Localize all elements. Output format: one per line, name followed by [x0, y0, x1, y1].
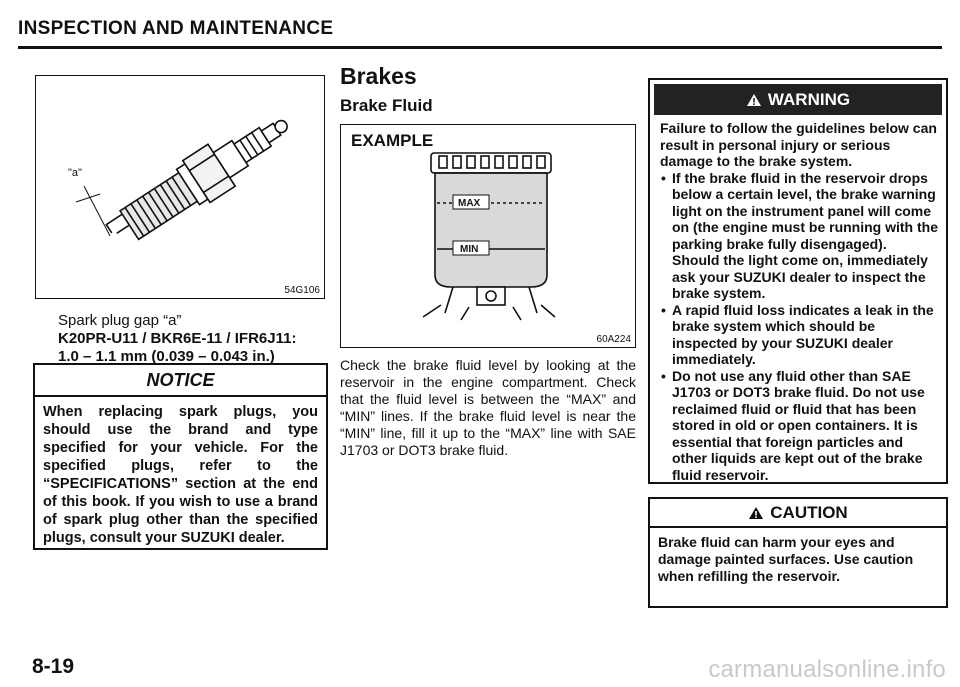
caution-box [648, 497, 948, 608]
caution-title: CAUTION [770, 503, 848, 522]
min-label: MIN [460, 244, 479, 255]
warning-bullet: • Do not use any fluid other than SAE J1703 or DOT3 brake fluid. Do not use reclaimed fluid or fluid that has been stored in old or open containers. It is essential that foreign particles and other liquids are kept out of the brake fluid reservoir. [672, 368, 938, 484]
figure-code: 54G106 [284, 285, 320, 296]
example-figure [340, 124, 636, 348]
warning-body [650, 115, 946, 483]
header-rule [18, 46, 942, 49]
caution-triangle-icon [748, 506, 764, 520]
page-header [18, 14, 942, 50]
caution-header [650, 499, 946, 528]
spark-plug-spec [58, 312, 328, 366]
section-title: Brakes [340, 63, 417, 89]
warning-triangle-icon [746, 93, 762, 107]
spec-caption: Spark plug gap “a” [58, 312, 182, 329]
caution-text: Brake fluid can harm your eyes and damage painted surfaces. Use caution when refilling the reservoir. [658, 534, 914, 584]
warning-box [648, 78, 948, 484]
example-label: EXAMPLE [351, 131, 434, 150]
example-code: 60A224 [596, 334, 631, 345]
spec-gap: 1.0 – 1.1 mm (0.039 – 0.043 in.) [58, 348, 275, 365]
warning-bullet: • A rapid fluid loss indicates a leak in the brake system which should be inspected by your SUZUKI dealer immediately. [672, 302, 938, 368]
max-label: MAX [458, 198, 481, 209]
warning-title: WARNING [767, 90, 851, 109]
notice-text: When replacing spark plugs, you should use the brand and type specified for your vehicle. For the specified plugs, refer to the “SPECIFICATIONS” section at the end of this book. If you wish to use a brand of spark plug other than the specified plugs, consult your SUZUKI dealer. [43, 404, 318, 546]
watermark: carmanualsonline.info [708, 656, 946, 683]
header-title: INSPECTION AND MAINTENANCE [18, 18, 334, 39]
spark-plug-figure [35, 75, 325, 299]
brake-fluid-instructions: Check the brake fluid level by looking at the reservoir in the engine compartment. Check that the fluid level is between the “MAX” and “MIN” lines. If the brake fluid level is near the “MIN” line, fill it up to the “MAX” line with SAE J1703 or DOT3 brake fluid. [340, 357, 636, 458]
gap-label: "a" [68, 167, 82, 179]
brake-reservoir-illustration [341, 125, 635, 347]
warning-banner [654, 84, 942, 115]
spark-plug-illustration [36, 76, 324, 298]
page-number: 8-19 [32, 655, 75, 678]
notice-box [33, 363, 328, 550]
subsection-title: Brake Fluid [340, 96, 433, 115]
notice-title: NOTICE [35, 365, 326, 397]
warning-intro: Failure to follow the guidelines below can result in personal injury or serious damage to the brake system. [660, 120, 937, 169]
warning-bullet: • If the brake fluid in the reservoir drops below a certain level, the brake warning light on the instrument panel will come on (the engine must be running with the parking brake fully disengaged). Should the light come on, immediately ask your SUZUKI dealer to inspect the brake system. [672, 170, 938, 302]
warning-list [660, 170, 938, 484]
spec-plugs: K20PR-U11 / BKR6E-11 / IFR6J11: [58, 330, 297, 347]
